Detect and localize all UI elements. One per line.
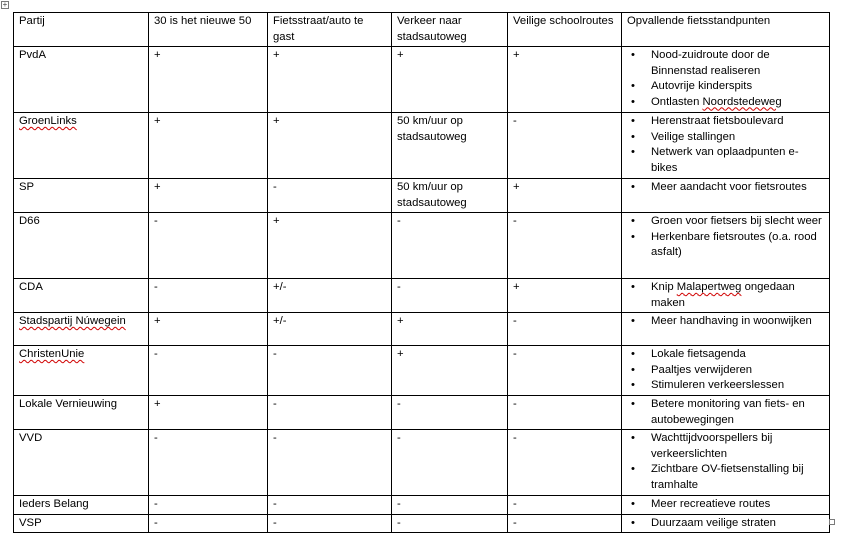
table-cell-punten[interactable] (622, 179, 830, 213)
cell-text: + (154, 398, 161, 410)
cell-text: - (273, 516, 277, 529)
table-cell-c30[interactable] (149, 279, 268, 313)
cell-text: - (397, 281, 401, 293)
table-cell-punten[interactable] (622, 313, 830, 346)
cell-text: - (397, 215, 401, 227)
header-cell[interactable]: Verkeer naar stadsautoweg (392, 13, 508, 47)
list-item: • Veilige stallingen (651, 130, 824, 146)
list-item: • Paaltjes verwijderen (651, 363, 824, 379)
cell-text: VVD (19, 432, 43, 444)
bullet-list (627, 314, 824, 330)
table-cell-school[interactable] (508, 47, 622, 113)
table-row (14, 396, 830, 430)
cell-text: + (154, 49, 161, 61)
table-resize-handle[interactable] (829, 519, 835, 525)
table-cell-school[interactable] (508, 496, 622, 515)
table-cell-partij[interactable] (14, 113, 149, 179)
table-row (14, 514, 830, 533)
table-cell-c30[interactable] (149, 430, 268, 496)
cell-text: - (397, 516, 401, 529)
list-item: • Groen voor fietsers bij slecht weer (651, 214, 824, 230)
cell-text: D66 (19, 215, 40, 227)
table-cell-fietsstraat[interactable] (268, 313, 392, 346)
table-row (14, 213, 830, 279)
cell-text: + (154, 115, 161, 127)
cell-text: - (513, 215, 517, 227)
cell-text: - (154, 432, 158, 444)
table-cell-partij[interactable] (14, 430, 149, 496)
party-positions-table (13, 12, 830, 533)
cell-text: + (273, 49, 280, 61)
cell-text: VSP (19, 516, 42, 529)
header-cell[interactable]: Opvallende fietsstandpunten (622, 13, 830, 47)
table-cell-school[interactable] (508, 430, 622, 496)
table-cell-verkeer[interactable] (392, 496, 508, 515)
cell-text: - (273, 398, 277, 410)
cell-text: + (513, 181, 520, 193)
table-cell-school[interactable] (508, 396, 622, 430)
table-cell-c30[interactable] (149, 496, 268, 515)
table-cell-c30[interactable] (149, 346, 268, 396)
cell-text: - (513, 398, 517, 410)
table-cell-partij[interactable] (14, 47, 149, 113)
header-row (14, 13, 830, 47)
table-cell-partij[interactable] (14, 179, 149, 213)
cell-text: - (513, 432, 517, 444)
table-row (14, 47, 830, 113)
list-item: • Meer handhaving in woonwijken (651, 314, 824, 330)
header-cell[interactable]: 30 is het nieuwe 50 (149, 13, 268, 47)
list-item: • Zichtbare OV-fietsenstalling bij tramhalte (651, 462, 824, 493)
table-cell-fietsstraat[interactable] (268, 346, 392, 396)
list-item: • Netwerk van oplaadpunten e-bikes (651, 145, 824, 176)
spellcheck-word: Malapertweg (676, 281, 742, 293)
cell-text: 50 km/uur op stadsautoweg (397, 115, 467, 143)
table-cell-partij[interactable] (14, 514, 149, 533)
table-cell-school[interactable] (508, 514, 622, 533)
list-item: • Duurzaam veilige straten (651, 516, 824, 532)
cell-text: CDA (19, 281, 43, 293)
table-cell-fietsstraat[interactable] (268, 179, 392, 213)
table-cell-c30[interactable] (149, 396, 268, 430)
list-item: • Stimuleren verkeerslessen (651, 378, 824, 394)
table-cell-fietsstraat[interactable] (268, 113, 392, 179)
table-cell-verkeer[interactable] (392, 313, 508, 346)
table-cell-partij[interactable] (14, 496, 149, 515)
cell-text: - (397, 398, 401, 410)
cell-text: - (273, 348, 277, 360)
table-cell-fietsstraat[interactable] (268, 496, 392, 515)
list-item: • Autovrije kinderspits (651, 79, 824, 95)
table-cell-partij[interactable] (14, 313, 149, 346)
cell-text: - (513, 315, 517, 327)
table-cell-partij[interactable] (14, 213, 149, 279)
table-cell-fietsstraat[interactable] (268, 430, 392, 496)
cell-text: - (397, 498, 401, 510)
table-row (14, 313, 830, 346)
list-item: • Betere monitoring van fiets- en autobewegingen (651, 397, 824, 428)
table-cell-c30[interactable] (149, 47, 268, 113)
bullet-list (627, 180, 824, 196)
table-cell-verkeer[interactable] (392, 179, 508, 213)
bullet-list (627, 280, 824, 311)
cell-text: + (513, 49, 520, 61)
table-row (14, 279, 830, 313)
table-cell-school[interactable] (508, 113, 622, 179)
header-cell[interactable]: Fietsstraat/auto te gast (268, 13, 392, 47)
table-cell-fietsstraat[interactable] (268, 514, 392, 533)
cell-text: + (154, 315, 161, 327)
table-row (14, 496, 830, 515)
table-cell-school[interactable] (508, 346, 622, 396)
list-item: • Meer recreatieve routes (651, 497, 824, 513)
bullet-list (627, 431, 824, 493)
list-item: • Wachttijdvoorspellers bij verkeerslichten (651, 431, 824, 462)
table-cell-punten[interactable] (622, 396, 830, 430)
table-cell-partij[interactable] (14, 279, 149, 313)
table-cell-fietsstraat[interactable] (268, 47, 392, 113)
table-cell-school[interactable] (508, 279, 622, 313)
table-row (14, 346, 830, 396)
bullet-list (627, 397, 824, 428)
cell-text: - (513, 498, 517, 510)
list-item: • Herkenbare fietsroutes (o.a. rood asfalt) (651, 230, 824, 261)
table-cell-verkeer[interactable] (392, 346, 508, 396)
bullet-list (627, 497, 824, 513)
table-cell-verkeer[interactable] (392, 514, 508, 533)
table-cell-c30[interactable] (149, 113, 268, 179)
bullet-list (627, 114, 824, 176)
table-cell-punten[interactable] (622, 514, 830, 533)
cell-text: + (273, 115, 280, 127)
cell-text: - (154, 281, 158, 293)
list-item: • Meer aandacht voor fietsroutes (651, 180, 824, 196)
table-cell-school[interactable] (508, 313, 622, 346)
cell-text: - (397, 432, 401, 444)
cell-text: - (154, 215, 158, 227)
table-cell-verkeer[interactable] (392, 213, 508, 279)
cell-text: Stadspartij Núwegein (19, 315, 126, 327)
table-cell-verkeer[interactable] (392, 47, 508, 113)
cell-text: + (397, 49, 404, 61)
cell-text: + (397, 348, 404, 360)
table-cell-c30[interactable] (149, 313, 268, 346)
header-cell[interactable]: Partij (14, 13, 149, 47)
spellcheck-word: Noordstedeweg (702, 95, 782, 108)
bullet-list (627, 214, 824, 261)
table-cell-verkeer[interactable] (392, 113, 508, 179)
header-cell[interactable]: Veilige schoolroutes (508, 13, 622, 47)
cell-text: - (273, 181, 277, 193)
table-cell-punten[interactable] (622, 496, 830, 515)
table-cell-punten[interactable] (622, 430, 830, 496)
table-cell-verkeer[interactable] (392, 430, 508, 496)
bullet-list (627, 48, 824, 110)
cell-text: Lokale Vernieuwing (19, 398, 117, 410)
table-row (14, 113, 830, 179)
cell-text: +/- (273, 281, 287, 293)
table-cell-punten[interactable] (622, 213, 830, 279)
table-cell-fietsstraat[interactable] (268, 396, 392, 430)
cell-text: - (513, 115, 517, 127)
list-item: • Nood-zuidroute door de Binnenstad realiseren (651, 48, 824, 79)
table-cell-c30[interactable] (149, 179, 268, 213)
table-cell-punten[interactable] (622, 113, 830, 179)
table-cell-punten[interactable] (622, 279, 830, 313)
cell-text: - (273, 432, 277, 444)
bullet-list (627, 347, 824, 394)
table-cell-verkeer[interactable] (392, 396, 508, 430)
table-cell-partij[interactable] (14, 396, 149, 430)
cell-text: - (154, 516, 158, 529)
table-cell-c30[interactable] (149, 213, 268, 279)
cell-text: + (397, 315, 404, 327)
table-move-handle[interactable]: + (2, 0, 8, 9)
cell-text: Ieders Belang (19, 498, 89, 510)
table-cell-fietsstraat[interactable] (268, 279, 392, 313)
cell-text: - (513, 348, 517, 360)
list-item: • Knip Malapertweg ongedaan maken (651, 280, 824, 311)
table-row (14, 179, 830, 213)
cell-text: - (154, 498, 158, 510)
table-cell-school[interactable] (508, 179, 622, 213)
list-item: • Herenstraat fietsboulevard (651, 114, 824, 130)
table-cell-punten[interactable] (622, 47, 830, 113)
cell-text: PvdA (19, 49, 47, 61)
cell-text: - (273, 498, 277, 510)
table-cell-fietsstraat[interactable] (268, 213, 392, 279)
table-cell-school[interactable] (508, 213, 622, 279)
cell-text: - (154, 348, 158, 360)
cell-text: - (513, 516, 517, 529)
table-cell-c30[interactable] (149, 514, 268, 533)
cell-text: + (513, 281, 520, 293)
table-cell-partij[interactable] (14, 346, 149, 396)
cell-text: GroenLinks (19, 115, 77, 127)
cell-text: + (273, 215, 280, 227)
list-item: • Lokale fietsagenda (651, 347, 824, 363)
cell-text: +/- (273, 315, 287, 327)
cell-text: ChristenUnie (19, 348, 85, 360)
cell-text: 50 km/uur op stadsautoweg (397, 181, 467, 209)
list-item: • Ontlasten Noordstedeweg (651, 95, 824, 111)
cell-text: + (154, 181, 161, 193)
table-row (14, 430, 830, 496)
table-cell-verkeer[interactable] (392, 279, 508, 313)
cell-text: SP (19, 181, 35, 193)
table-cell-punten[interactable] (622, 346, 830, 396)
bullet-list (627, 516, 824, 532)
